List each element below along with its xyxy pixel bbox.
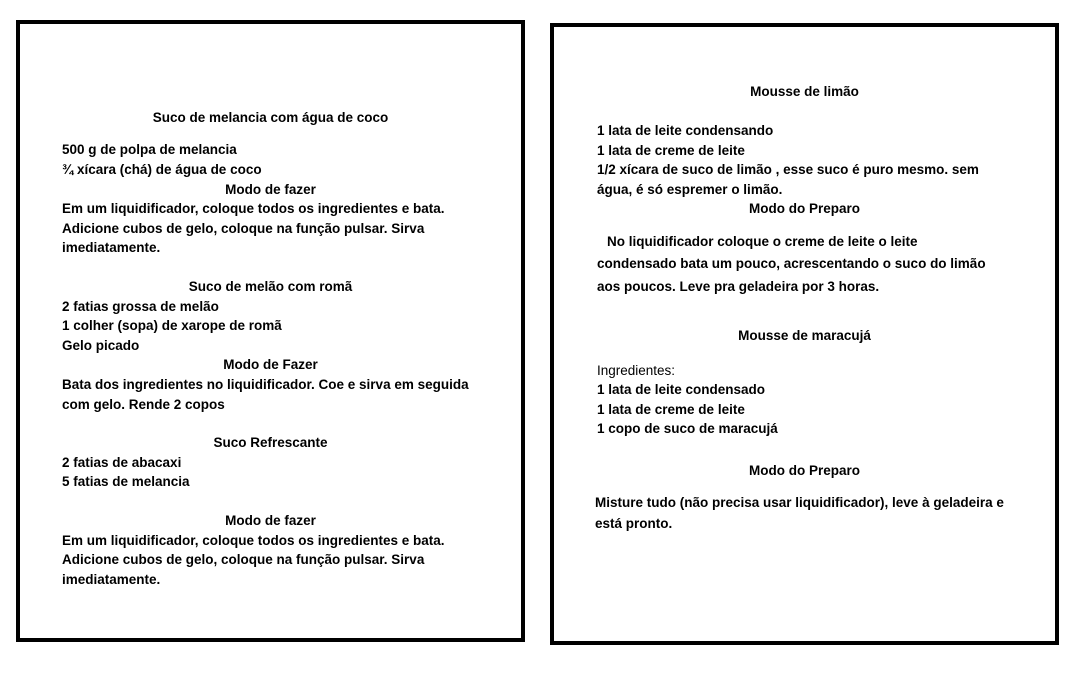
method-heading: Modo do Preparo (749, 201, 860, 216)
ingredient-line: 5 fatias de melancia (62, 474, 190, 489)
ingredient-line: 1 lata de creme de leite (597, 402, 745, 417)
method-line: Em um liquidificador, coloque todos os ingredientes e bata. (62, 533, 445, 548)
ingredient-line: 2 fatias grossa de melão (62, 299, 219, 314)
recipe-card-left (16, 20, 525, 642)
method-line: imediatamente. (62, 240, 161, 255)
recipe-title: Mousse de limão (750, 84, 859, 99)
method-heading: Modo de Fazer (223, 357, 318, 372)
recipe-title: Mousse de maracujá (738, 328, 871, 343)
method-line: está pronto. (595, 516, 673, 531)
ingredient-line: Gelo picado (62, 338, 140, 353)
method-line: Em um liquidificador, coloque todos os ingredientes e bata. (62, 201, 445, 216)
recipe-title: Suco de melão com romã (188, 279, 353, 294)
ingredient-line: 1 lata de creme de leite (597, 143, 745, 158)
method-heading: Modo de fazer (225, 513, 316, 528)
ingredient-line: 1 colher (sopa) de xarope de romã (62, 318, 282, 333)
method-line: com gelo. Rende 2 copos (62, 397, 225, 412)
ingredient-line: água, é só espremer o limão. (597, 182, 783, 197)
ingredients-label: Ingredientes: (597, 363, 676, 378)
method-heading: Modo de fazer (225, 182, 316, 197)
method-line: aos poucos. Leve pra geladeira por 3 horas. (597, 279, 880, 294)
ingredient-line: 1 lata de leite condensado (597, 382, 766, 397)
method-line: imediatamente. (62, 572, 161, 587)
method-line: condensado bata um pouco, acrescentando o suco do limão (597, 256, 986, 271)
recipe-title: Suco de melancia com água de coco (152, 110, 389, 125)
method-heading: Modo do Preparo (749, 463, 860, 478)
ingredient-line: 2 fatias de abacaxi (62, 455, 182, 470)
ingredient-line: 1 lata de leite condensando (597, 123, 774, 138)
ingredient-line: 1 copo de suco de maracujá (597, 421, 778, 436)
method-line: Adicione cubos de gelo, coloque na função pulsar. Sirva (62, 221, 425, 236)
recipe-title: Suco Refrescante (213, 435, 328, 450)
method-line: No liquidificador coloque o creme de leite o leite (607, 234, 918, 249)
method-line: Misture tudo (não precisa usar liquidificador), leve à geladeira e (595, 495, 1004, 510)
recipe-card-right (550, 23, 1059, 645)
ingredient-line: 1/2 xícara de suco de limão , esse suco é puro mesmo. sem (597, 162, 979, 177)
method-line: Adicione cubos de gelo, coloque na função pulsar. Sirva (62, 552, 425, 567)
ingredient-line: ¾ xícara (chá) de água de coco (62, 162, 262, 177)
ingredient-line: 500 g de polpa de melancia (62, 142, 237, 157)
method-line: Bata dos ingredientes no liquidificador. Coe e sirva em seguida (62, 377, 469, 392)
